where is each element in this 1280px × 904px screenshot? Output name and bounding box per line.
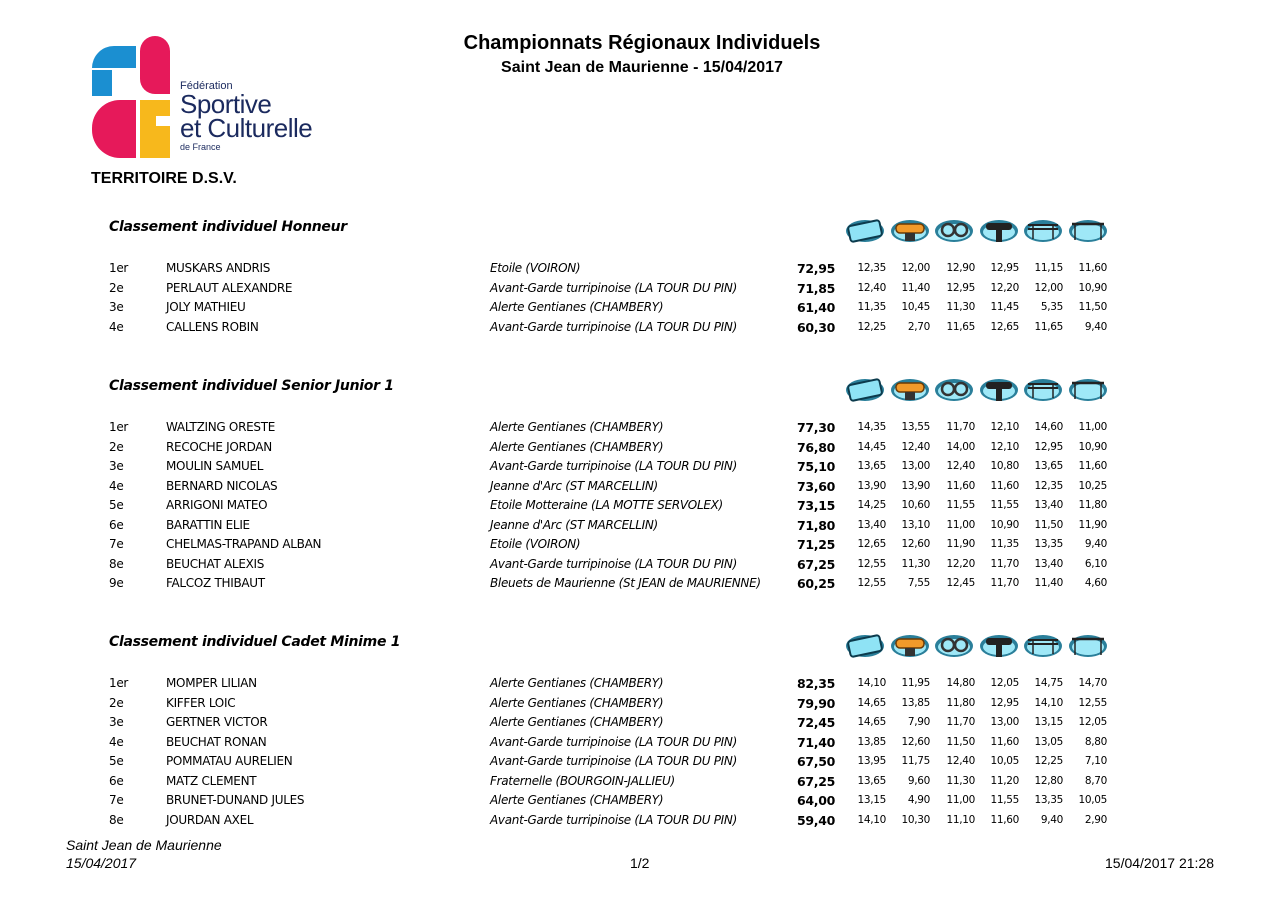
total-score: 64,00 (796, 793, 835, 808)
rank-cell: 7e (109, 793, 124, 807)
apparatus-score: 12,95 (990, 696, 1019, 709)
logo-line1: Fédération (180, 80, 233, 92)
parallel-bars-icon (1022, 374, 1064, 404)
rank-cell: 3e (109, 715, 124, 729)
rank-cell: 3e (109, 459, 124, 473)
apparatus-score: 12,65 (990, 320, 1019, 333)
apparatus-score: 11,80 (946, 696, 975, 709)
club-name: Avant-Garde turripinoise (LA TOUR DU PIN) (490, 319, 737, 334)
club-name: Fraternelle (BOURGOIN-JALLIEU) (490, 773, 675, 788)
gymnast-name: JOLY MATHIEU (166, 300, 246, 314)
gymnast-name: BEUCHAT ALEXIS (166, 556, 265, 571)
apparatus-score: 11,70 (990, 577, 1019, 589)
club-name: Avant-Garde turripinoise (LA TOUR DU PIN) (490, 459, 737, 473)
apparatus-score: 11,30 (946, 301, 975, 313)
club-name: Avant-Garde turripinoise (LA TOUR DU PIN) (490, 280, 737, 295)
apparatus-score: 10,90 (990, 518, 1019, 531)
rank-cell: 9e (109, 576, 124, 590)
apparatus-score: 11,00 (1078, 421, 1107, 433)
gymnast-name: BRUNET-DUNAND JULES (166, 793, 305, 807)
apparatus-score: 11,60 (990, 735, 1019, 748)
apparatus-score: 12,60 (901, 538, 930, 550)
apparatus-score: 10,45 (901, 301, 930, 313)
result-row (0, 793, 1280, 812)
vault-icon (978, 630, 1020, 660)
gymnast-name: MOULIN SAMUEL (166, 459, 264, 473)
apparatus-score: 13,15 (857, 794, 886, 806)
vault-icon (978, 374, 1020, 404)
rank-cell: 2e (109, 439, 124, 454)
logo-yellow-f-cut (156, 116, 170, 126)
apparatus-score: 12,20 (990, 281, 1019, 294)
apparatus-score: 8,70 (1084, 774, 1107, 787)
apparatus-icons (844, 374, 1112, 404)
parallel-bars-icon (1022, 630, 1064, 660)
apparatus-score: 11,70 (990, 557, 1019, 570)
apparatus-score: 11,65 (1034, 320, 1063, 333)
result-row (0, 774, 1280, 793)
high-bar-icon (1067, 215, 1109, 245)
floor-icon (844, 215, 886, 245)
club-name: Avant-Garde turripinoise (LA TOUR DU PIN) (490, 754, 737, 768)
apparatus-score: 11,55 (990, 499, 1019, 511)
total-score: 72,45 (796, 715, 835, 730)
footer-printed-timestamp: 15/04/2017 21:28 (1105, 855, 1214, 871)
total-score: 71,40 (796, 734, 835, 750)
apparatus-score: 2,70 (907, 320, 930, 333)
total-score: 61,40 (796, 300, 835, 315)
apparatus-score: 11,90 (946, 538, 975, 550)
apparatus-score: 10,80 (990, 460, 1019, 472)
total-score: 71,25 (796, 537, 835, 552)
apparatus-score: 10,30 (901, 813, 930, 826)
high-bar-icon (1067, 374, 1109, 404)
rank-cell: 6e (109, 517, 124, 532)
apparatus-score: 11,15 (1034, 262, 1063, 274)
total-score: 67,25 (796, 556, 835, 572)
apparatus-score: 11,20 (990, 774, 1019, 787)
apparatus-score: 11,50 (1034, 518, 1063, 531)
apparatus-score: 14,35 (857, 421, 886, 433)
apparatus-score: 11,10 (946, 813, 975, 826)
apparatus-score: 11,75 (901, 755, 930, 767)
gymnast-name: MATZ CLEMENT (166, 773, 257, 788)
result-row (0, 813, 1280, 832)
club-name: Alerte Gentianes (CHAMBERY) (490, 676, 664, 690)
apparatus-score: 14,10 (1034, 696, 1063, 709)
logo-text (180, 80, 312, 153)
club-name: Alerte Gentianes (CHAMBERY) (490, 300, 664, 314)
gymnast-name: CHELMAS-TRAPAND ALBAN (166, 537, 322, 551)
result-row (0, 459, 1280, 478)
apparatus-score: 13,65 (857, 774, 886, 787)
rank-cell: 6e (109, 773, 124, 788)
rank-cell: 4e (109, 478, 124, 493)
total-score: 71,85 (796, 280, 835, 296)
gymnast-name: RECOCHE JORDAN (166, 439, 272, 454)
apparatus-score: 10,90 (1078, 440, 1107, 453)
apparatus-score: 14,25 (857, 499, 886, 511)
apparatus-score: 14,65 (857, 716, 886, 728)
rank-cell: 3e (109, 300, 124, 314)
pommel-horse-icon (889, 630, 931, 660)
page-title: Championnats Régionaux Individuels (463, 32, 821, 54)
rank-cell: 8e (109, 812, 124, 827)
gymnast-name: POMMATAU AURELIEN (166, 754, 293, 768)
apparatus-score: 14,45 (857, 440, 886, 453)
apparatus-score: 11,60 (1078, 460, 1107, 472)
apparatus-score: 9,40 (1084, 538, 1107, 550)
total-score: 75,10 (796, 459, 835, 474)
apparatus-score: 12,55 (857, 577, 886, 589)
apparatus-score: 12,40 (946, 460, 975, 472)
apparatus-score: 12,95 (1034, 440, 1063, 453)
rank-cell: 2e (109, 280, 124, 295)
result-row (0, 715, 1280, 734)
apparatus-score: 14,75 (1034, 677, 1063, 689)
apparatus-score: 11,55 (946, 499, 975, 511)
total-score: 77,30 (796, 420, 835, 435)
apparatus-score: 14,00 (946, 440, 975, 453)
pommel-horse-icon (889, 374, 931, 404)
apparatus-score: 12,55 (1078, 696, 1107, 709)
apparatus-score: 12,80 (1034, 774, 1063, 787)
apparatus-score: 13,85 (901, 696, 930, 709)
logo-line4: de France (180, 142, 221, 152)
apparatus-score: 12,25 (1034, 755, 1063, 767)
result-row (0, 479, 1280, 498)
apparatus-score: 11,00 (946, 794, 975, 806)
total-score: 71,80 (796, 517, 835, 533)
result-row (0, 281, 1280, 300)
apparatus-score: 10,90 (1078, 281, 1107, 294)
apparatus-score: 11,80 (1078, 499, 1107, 511)
parallel-bars-icon (1022, 215, 1064, 245)
club-name: Jeanne d'Arc (ST MARCELLIN) (490, 478, 658, 493)
apparatus-score: 13,00 (901, 460, 930, 472)
apparatus-score: 12,05 (990, 677, 1019, 689)
apparatus-score: 13,15 (1034, 716, 1063, 728)
apparatus-score: 12,95 (946, 281, 975, 294)
club-name: Avant-Garde turripinoise (LA TOUR DU PIN) (490, 812, 737, 827)
rings-icon (933, 630, 975, 660)
result-row (0, 420, 1280, 439)
section-title: Classement individuel Cadet Minime 1 (109, 634, 401, 650)
apparatus-score: 11,50 (1078, 301, 1107, 313)
rank-cell: 8e (109, 556, 124, 571)
logo-yellow-f (140, 100, 170, 158)
apparatus-score: 14,80 (946, 677, 975, 689)
club-name: Etoile (VOIRON) (490, 261, 581, 275)
club-name: Bleuets de Maurienne (St JEAN de MAURIENNE) (490, 576, 761, 590)
apparatus-score: 14,10 (857, 677, 886, 689)
total-score: 79,90 (796, 695, 835, 711)
apparatus-score: 10,60 (901, 499, 930, 511)
apparatus-score: 11,60 (990, 479, 1019, 492)
apparatus-score: 11,40 (1034, 577, 1063, 589)
apparatus-score: 10,25 (1078, 479, 1107, 492)
total-score: 67,25 (796, 773, 835, 789)
result-row (0, 676, 1280, 695)
apparatus-score: 13,35 (1034, 538, 1063, 550)
apparatus-score: 12,20 (946, 557, 975, 570)
total-score: 59,40 (796, 812, 835, 828)
section-title: Classement individuel Senior Junior 1 (109, 378, 394, 394)
gymnast-name: PERLAUT ALEXANDRE (166, 280, 293, 295)
apparatus-score: 11,00 (946, 518, 975, 531)
rank-cell: 1er (109, 261, 129, 275)
apparatus-score: 12,40 (857, 281, 886, 294)
apparatus-score: 12,35 (857, 262, 886, 274)
apparatus-score: 11,40 (901, 281, 930, 294)
apparatus-score: 7,55 (907, 577, 930, 589)
apparatus-score: 14,65 (857, 696, 886, 709)
apparatus-score: 11,35 (990, 538, 1019, 550)
apparatus-score: 14,10 (857, 813, 886, 826)
apparatus-score: 11,95 (901, 677, 930, 689)
apparatus-score: 11,60 (990, 813, 1019, 826)
apparatus-score: 7,10 (1084, 755, 1107, 767)
floor-icon (844, 630, 886, 660)
rings-icon (933, 374, 975, 404)
gymnast-name: BEUCHAT RONAN (166, 734, 267, 749)
apparatus-score: 13,10 (901, 518, 930, 531)
club-name: Alerte Gentianes (CHAMBERY) (490, 715, 664, 729)
total-score: 76,80 (796, 439, 835, 455)
vault-icon (978, 215, 1020, 245)
footer-date: 15/04/2017 (66, 855, 137, 871)
footer-page-number: 1/2 (630, 855, 650, 871)
rank-cell: 5e (109, 498, 124, 512)
result-row (0, 261, 1280, 280)
gymnast-name: CALLENS ROBIN (166, 319, 259, 334)
logo-line2: Sportive (180, 89, 272, 119)
gymnast-name: KIFFER LOIC (166, 695, 236, 710)
gymnast-name: BERNARD NICOLAS (166, 478, 278, 493)
apparatus-score: 12,95 (990, 262, 1019, 274)
club-name: Alerte Gentianes (CHAMBERY) (490, 439, 664, 454)
apparatus-score: 12,10 (990, 421, 1019, 433)
apparatus-score: 13,00 (990, 716, 1019, 728)
apparatus-icons (844, 630, 1112, 660)
result-row (0, 754, 1280, 773)
apparatus-score: 12,90 (946, 262, 975, 274)
rank-cell: 5e (109, 754, 124, 768)
result-row (0, 518, 1280, 537)
apparatus-score: 11,90 (1078, 518, 1107, 531)
club-name: Etoile Motteraine (LA MOTTE SERVOLEX) (490, 498, 723, 512)
apparatus-score: 13,90 (857, 479, 886, 492)
result-row (0, 320, 1280, 339)
apparatus-score: 13,90 (901, 479, 930, 492)
rings-icon (933, 215, 975, 245)
apparatus-score: 9,40 (1040, 813, 1063, 826)
club-name: Avant-Garde turripinoise (LA TOUR DU PIN) (490, 734, 737, 749)
apparatus-score: 12,40 (946, 755, 975, 767)
rank-cell: 1er (109, 676, 129, 690)
apparatus-score: 12,25 (857, 320, 886, 333)
apparatus-score: 14,60 (1034, 421, 1063, 433)
apparatus-score: 8,80 (1084, 735, 1107, 748)
rank-cell: 4e (109, 734, 124, 749)
apparatus-score: 13,40 (857, 518, 886, 531)
apparatus-score: 11,45 (990, 301, 1019, 313)
apparatus-score: 12,10 (990, 440, 1019, 453)
rank-cell: 4e (109, 319, 124, 334)
club-name: Etoile (VOIRON) (490, 537, 581, 551)
gymnast-name: WALTZING ORESTE (166, 420, 276, 434)
apparatus-score: 12,00 (901, 262, 930, 274)
gymnast-name: MUSKARS ANDRIS (166, 261, 271, 275)
apparatus-score: 9,40 (1084, 320, 1107, 333)
total-score: 73,60 (796, 478, 835, 494)
total-score: 67,50 (796, 754, 835, 769)
club-name: Alerte Gentianes (CHAMBERY) (490, 420, 664, 434)
apparatus-score: 11,70 (946, 716, 975, 728)
apparatus-score: 13,35 (1034, 794, 1063, 806)
apparatus-score: 14,70 (1078, 677, 1107, 689)
result-row (0, 696, 1280, 715)
apparatus-score: 12,35 (1034, 479, 1063, 492)
result-row (0, 735, 1280, 754)
gymnast-name: FALCOZ THIBAUT (166, 576, 265, 590)
apparatus-score: 4,60 (1084, 577, 1107, 589)
apparatus-score: 13,40 (1034, 557, 1063, 570)
apparatus-score: 11,55 (990, 794, 1019, 806)
gymnast-name: JOURDAN AXEL (166, 812, 254, 827)
section-title: Classement individuel Honneur (109, 219, 347, 235)
apparatus-score: 9,60 (907, 774, 930, 787)
logo-line3: et Culturelle (180, 113, 313, 143)
pommel-horse-icon (889, 215, 931, 245)
apparatus-score: 11,70 (946, 421, 975, 433)
apparatus-score: 5,35 (1040, 301, 1063, 313)
apparatus-score: 12,65 (857, 538, 886, 550)
apparatus-score: 12,45 (946, 577, 975, 589)
apparatus-score: 13,65 (1034, 460, 1063, 472)
apparatus-icons (844, 215, 1112, 245)
apparatus-score: 4,90 (907, 794, 930, 806)
result-row (0, 300, 1280, 319)
result-row (0, 576, 1280, 595)
apparatus-score: 11,65 (946, 320, 975, 333)
territory-label: TERRITOIRE D.S.V. (91, 170, 237, 187)
gymnast-name: MOMPER LILIAN (166, 676, 257, 690)
rank-cell: 2e (109, 695, 124, 710)
apparatus-score: 10,05 (1078, 794, 1107, 806)
gymnast-name: BARATTIN ELIE (166, 517, 250, 532)
footer-location: Saint Jean de Maurienne (66, 837, 222, 853)
result-row (0, 440, 1280, 459)
apparatus-score: 7,90 (907, 716, 930, 728)
result-row (0, 537, 1280, 556)
apparatus-score: 13,95 (857, 755, 886, 767)
club-name: Alerte Gentianes (CHAMBERY) (490, 695, 664, 710)
floor-icon (844, 374, 886, 404)
apparatus-score: 13,05 (1034, 735, 1063, 748)
gymnast-name: ARRIGONI MATEO (166, 498, 268, 512)
apparatus-score: 12,05 (1078, 716, 1107, 728)
club-name: Avant-Garde turripinoise (LA TOUR DU PIN) (490, 556, 737, 571)
total-score: 82,35 (796, 676, 835, 691)
footer-location-date (66, 836, 222, 872)
apparatus-score: 13,55 (901, 421, 930, 433)
apparatus-score: 2,90 (1084, 813, 1107, 826)
rank-cell: 1er (109, 420, 129, 434)
result-row (0, 498, 1280, 517)
apparatus-score: 12,55 (857, 557, 886, 570)
apparatus-score: 13,40 (1034, 499, 1063, 511)
result-row (0, 557, 1280, 576)
apparatus-score: 6,10 (1084, 557, 1107, 570)
apparatus-score: 12,60 (901, 735, 930, 748)
club-name: Jeanne d'Arc (ST MARCELLIN) (490, 517, 658, 532)
apparatus-score: 12,40 (901, 440, 930, 453)
total-score: 72,95 (796, 261, 835, 276)
high-bar-icon (1067, 630, 1109, 660)
apparatus-score: 13,85 (857, 735, 886, 748)
apparatus-score: 11,30 (946, 774, 975, 787)
apparatus-score: 11,35 (857, 301, 886, 313)
apparatus-score: 12,00 (1034, 281, 1063, 294)
gymnast-name: GERTNER VICTOR (166, 715, 268, 729)
rank-cell: 7e (109, 537, 124, 551)
total-score: 73,15 (796, 498, 835, 513)
club-name: Alerte Gentianes (CHAMBERY) (490, 793, 664, 807)
apparatus-score: 10,05 (990, 755, 1019, 767)
total-score: 60,30 (796, 319, 835, 335)
total-score: 60,25 (796, 576, 835, 591)
apparatus-score: 13,65 (857, 460, 886, 472)
apparatus-score: 11,30 (901, 557, 930, 570)
logo-pink-c (92, 100, 136, 158)
apparatus-score: 11,50 (946, 735, 975, 748)
apparatus-score: 11,60 (946, 479, 975, 492)
page-subtitle: Saint Jean de Maurienne - 15/04/2017 (501, 59, 783, 76)
apparatus-score: 11,60 (1078, 262, 1107, 274)
